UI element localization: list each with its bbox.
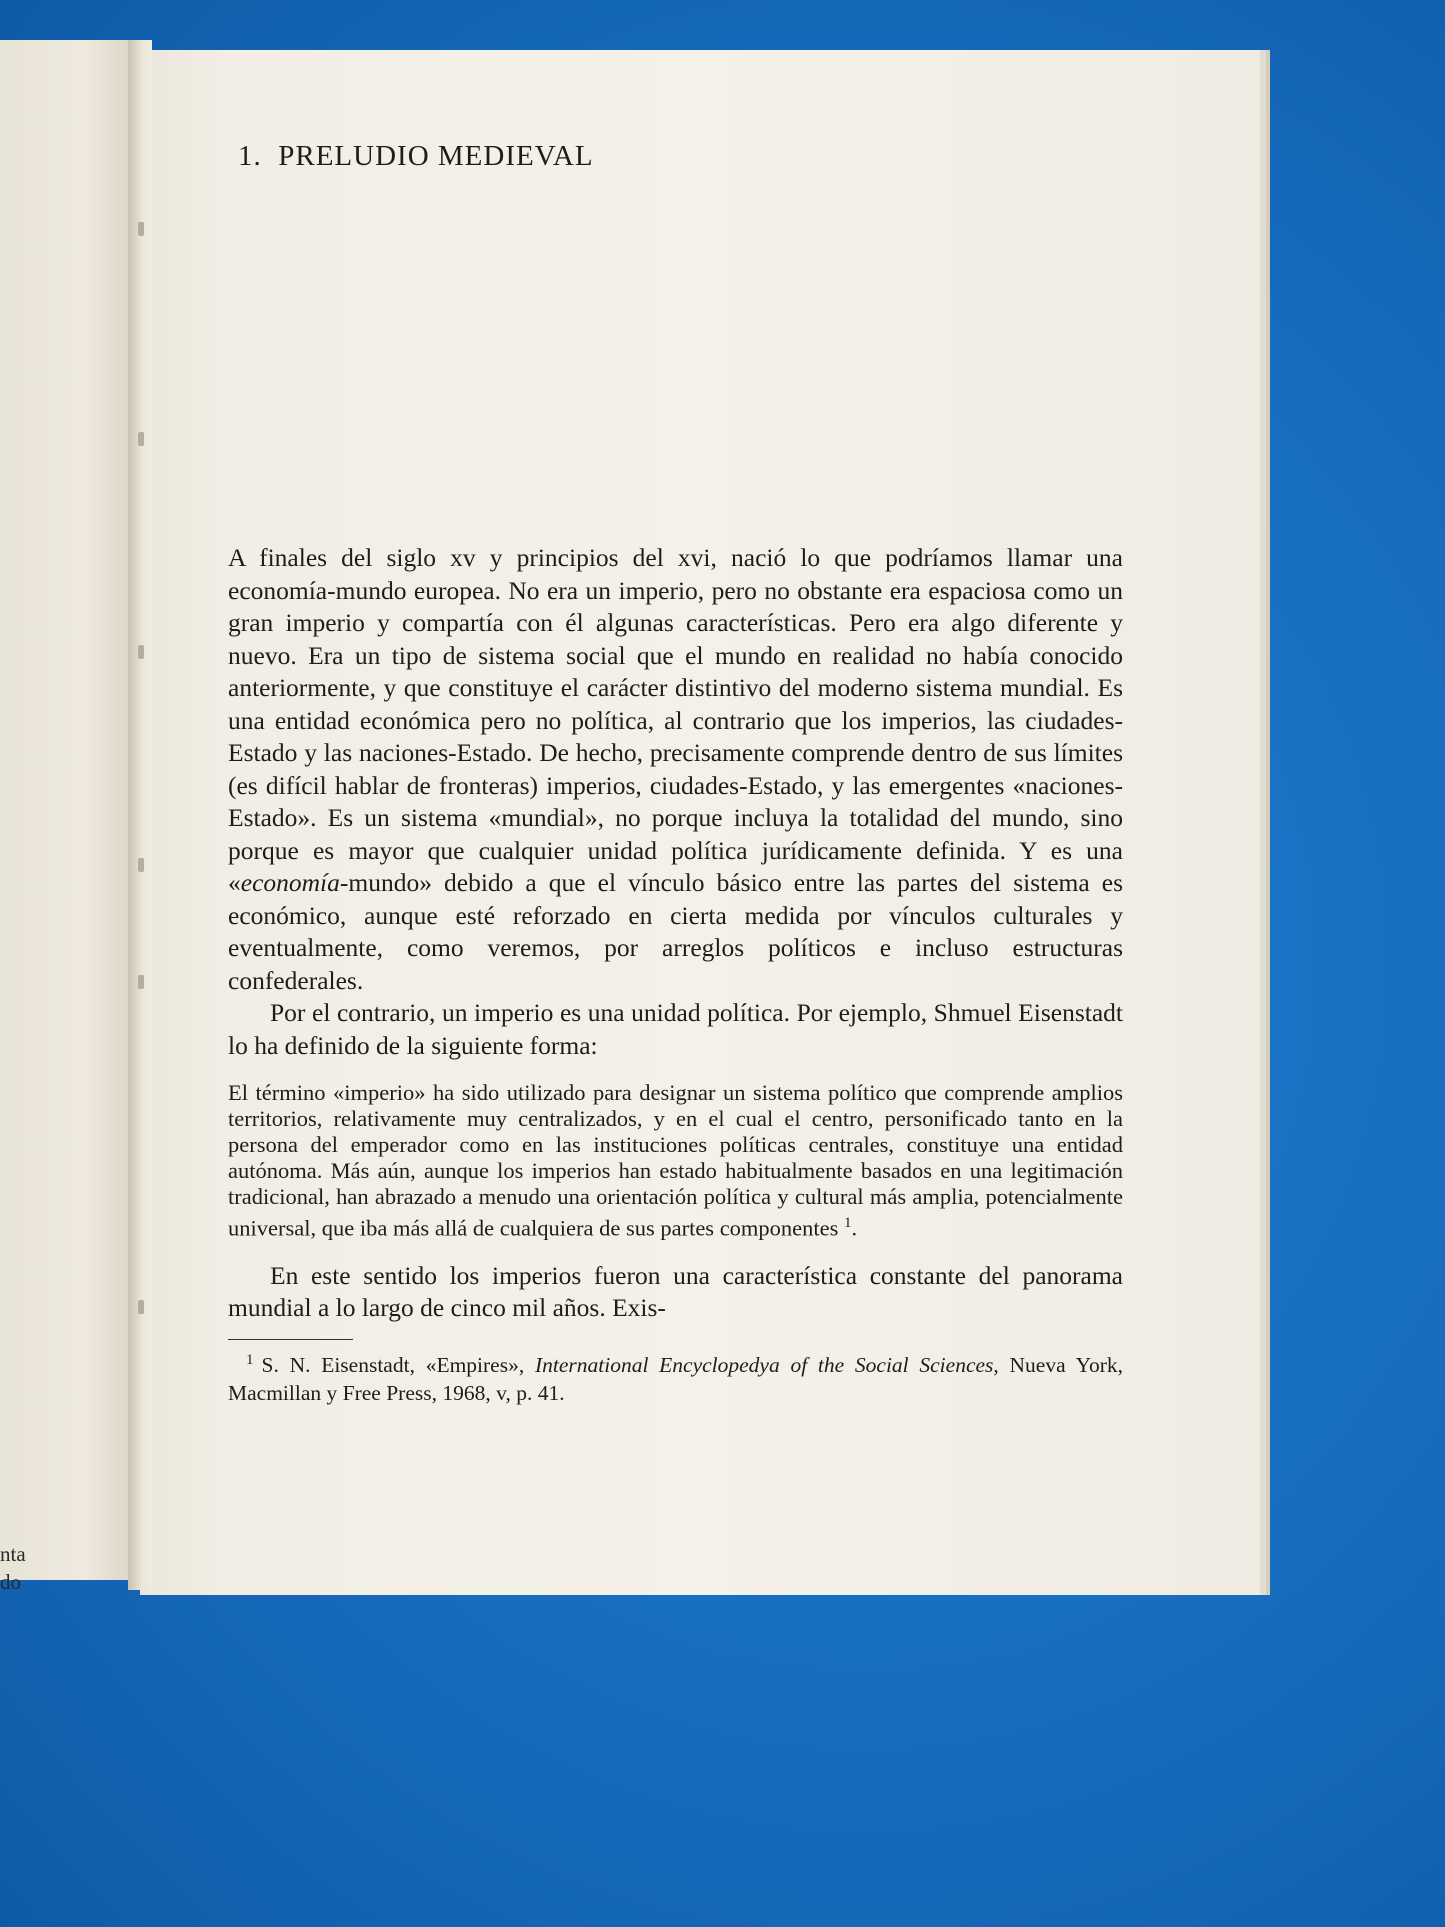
chapter-title: PRELUDIO MEDIEVAL bbox=[278, 140, 594, 172]
body-text bbox=[228, 542, 1123, 1407]
quote-end: . bbox=[851, 1215, 858, 1241]
binding-stitch bbox=[138, 975, 144, 989]
footnote-number: 1 bbox=[246, 1351, 254, 1368]
quote-text: El término «imperio» ha sido utilizado para designar un sistema político que comprende amplios territorios, relativamente muy centralizados, y en el cual el centro, personificado tanto en la persona del emperador como en las instituciones políticas centrales, constituye una entidad autónoma. Más aún, aunque los imperios han estado habitualmente basados en una legitimación tradicional, han abrazado a menudo una orientación política y cultural más amplia, potencialmente universal, que iba más allá de cualquiera de sus partes componentes bbox=[228, 1080, 1123, 1241]
left-fragment-line: do bbox=[0, 1570, 21, 1594]
binding-stitch bbox=[138, 858, 144, 872]
footnote-divider bbox=[228, 1339, 353, 1340]
footnote-rest: , Nueva York, Macmillan y Free Press, 1968, v, p. 41. bbox=[228, 1352, 1123, 1405]
paragraph-text: -mundo» debido a que el vínculo básico entre las partes del sistema es económico, aunque esté reforzado en cierta medida por vínculos culturales y eventualmente, como veremos, por arreglos políticos e incluso estructuras confederales. bbox=[228, 868, 1123, 995]
paragraph-emphasis: economía bbox=[240, 868, 340, 897]
book-gutter bbox=[128, 40, 152, 1590]
binding-stitch bbox=[138, 432, 144, 446]
chapter-number: 1. bbox=[238, 140, 262, 172]
binding-stitch bbox=[138, 1300, 144, 1314]
page-content bbox=[228, 140, 1123, 1405]
left-page bbox=[0, 40, 140, 1580]
paragraph: En este sentido los imperios fueron una característica constante del panorama mundial a lo largo de cinco mil años. Exis- bbox=[228, 1260, 1123, 1322]
binding-stitch bbox=[138, 645, 144, 659]
footnote-author: S. N. Eisenstadt, «Empires», bbox=[261, 1352, 535, 1377]
paragraph-text: A finales del siglo xv y principios del xvi, nació lo que podríamos llamar una economía-mundo europea. No era un imperio, pero no obstante era espaciosa como un gran imperio y compartía con él algunas características. Pero era algo diferente y nuevo. Era un tipo de sistema social que el mundo en realidad no había conocido anteriormente, y que constituye el carácter distintivo del moderno sistema mundial. Es una entidad económica pero no política, al contrario que los imperios, las ciudades-Estado y las naciones-Estado. De hecho, precisamente comprende dentro de sus límites (es difícil hablar de fronteras) imperios, ciudades-Estado, y las emergentes «naciones-Estado». Es un sistema «mundial», no porque incluya la totalidad del mundo, sino porque es mayor que cualquier unidad política jurídicamente definida. Y es una « bbox=[228, 543, 1123, 897]
left-fragment-line: nta bbox=[0, 1542, 26, 1566]
chapter-heading bbox=[238, 140, 1123, 173]
footnote bbox=[228, 1346, 1123, 1407]
block-quote bbox=[228, 1080, 1123, 1242]
binding-stitch bbox=[138, 222, 144, 236]
left-page-fragment bbox=[0, 1540, 40, 1596]
footnote-work: International Encyclopedya of the Social Sciences bbox=[534, 1352, 994, 1377]
footnote-reference: 1 bbox=[844, 1215, 852, 1231]
paragraph: Por el contrario, un imperio es una unidad política. Por ejemplo, Shmuel Eisenstadt lo ha definido de la siguiente forma: bbox=[228, 998, 1123, 1060]
paragraph bbox=[228, 542, 1123, 997]
